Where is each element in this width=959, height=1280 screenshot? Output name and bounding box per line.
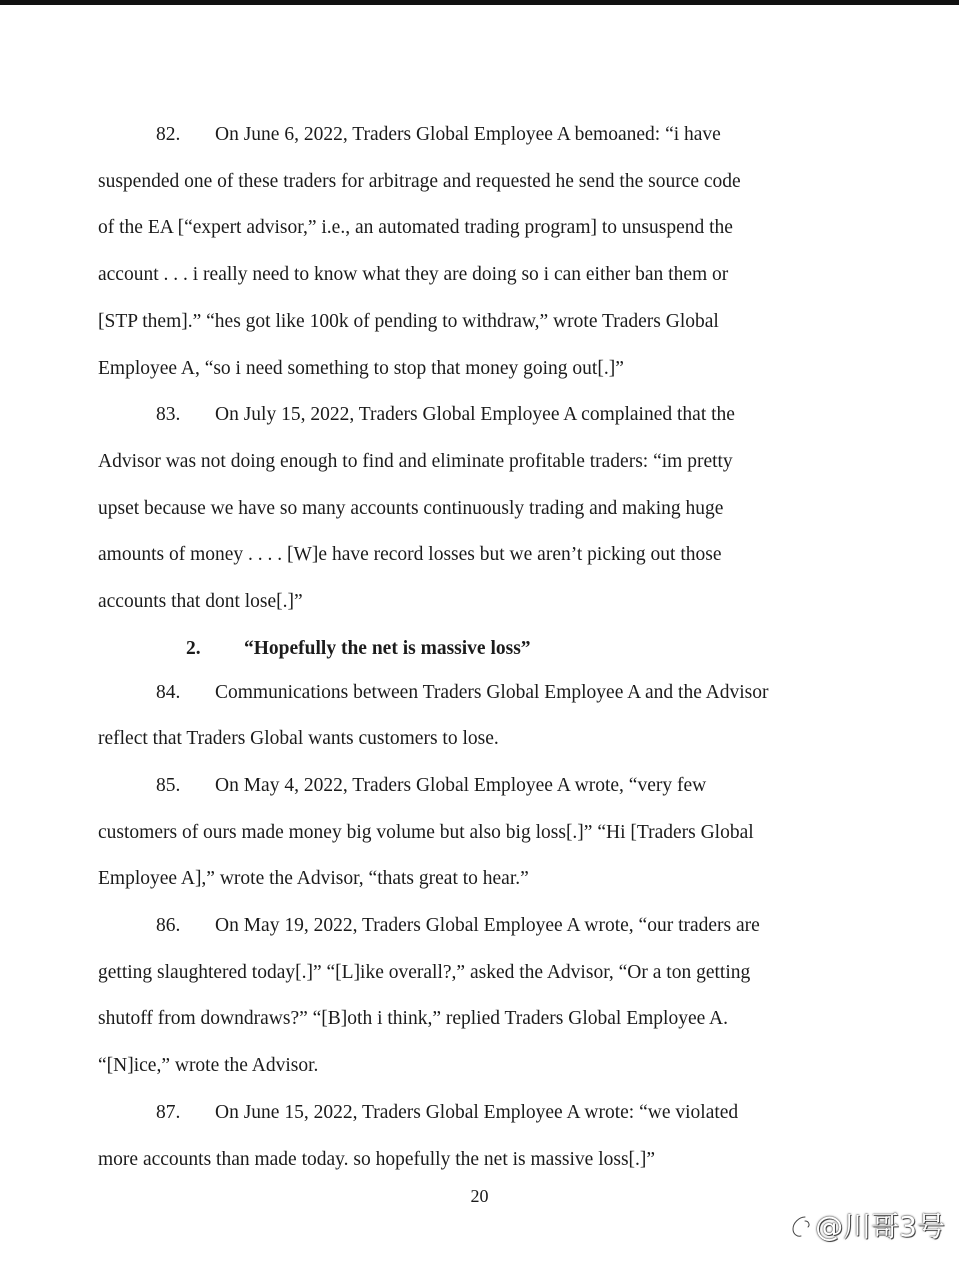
paragraph-line: Advisor was not doing enough to find and eliminate profitable traders: “im pretty (98, 450, 733, 472)
paragraph-line: more accounts than made today. so hopefully the net is massive loss[.]” (98, 1148, 656, 1170)
paragraph-line: Employee A, “so i need something to stop that money going out[.]” (98, 357, 624, 379)
paragraph-first-line: Communications between Traders Global Employee A and the Advisor (215, 681, 769, 703)
paragraph-line: amounts of money . . . . [W]e have record losses but we aren’t picking out those (98, 544, 722, 566)
paragraph-line: account . . . i really need to know what they are doing so i can either ban them or (98, 264, 729, 286)
paragraph-number: 84. (156, 681, 181, 703)
watermark (785, 1205, 945, 1245)
paragraph-line: suspended one of these traders for arbitrage and requested he send the source code (98, 170, 741, 192)
paragraph-line: Employee A],” wrote the Advisor, “thats great to hear.” (98, 868, 529, 890)
paragraph-number: 83. (156, 404, 181, 426)
paragraph-first-line: On June 6, 2022, Traders Global Employee A bemoaned: “i have (215, 124, 721, 145)
paragraph-first-line: On May 4, 2022, Traders Global Employee A wrote, “very few (215, 774, 707, 796)
paragraph-line: accounts that dont lose[.]” (98, 591, 303, 612)
paragraph-number: 82. (156, 124, 181, 145)
paragraph-number: 85. (156, 774, 181, 796)
watermark-at: @ (815, 1210, 844, 1243)
paragraph-line: [STP them].” “hes got like 100k of pending to withdraw,” wrote Traders Global (98, 310, 719, 332)
paragraph-line: upset because we have so many accounts continuously trading and making huge (98, 497, 724, 519)
page-number: 20 (470, 1186, 489, 1206)
paragraph-line: customers of ours made money big volume but also big loss[.]” “Hi [Traders Global (98, 821, 754, 843)
section-number: 2. (186, 638, 201, 659)
top-edge-bar (0, 0, 959, 5)
section-heading: “Hopefully the net is massive loss” (244, 638, 531, 659)
weibo-logo-icon (785, 1211, 815, 1241)
paragraph-line: “[N]ice,” wrote the Advisor. (98, 1055, 319, 1077)
paragraph-first-line: On June 15, 2022, Traders Global Employee A wrote: “we violated (215, 1101, 739, 1123)
watermark-text: 川哥3号 (843, 1210, 945, 1243)
paragraph-first-line: On May 19, 2022, Traders Global Employee A wrote, “our traders are (215, 915, 760, 936)
paragraph-line: shutoff from downdraws?” “[B]oth i think,” replied Traders Global Employee A. (98, 1008, 729, 1030)
paragraph-number: 86. (156, 915, 181, 936)
paragraph-line: getting slaughtered today[.]” “[L]ike overall?,” asked the Advisor, “Or a ton getting (98, 961, 751, 983)
paragraph-first-line: On July 15, 2022, Traders Global Employee A complained that the (215, 404, 735, 426)
paragraph-number: 87. (156, 1101, 181, 1123)
paragraph-line: reflect that Traders Global wants customers to lose. (98, 728, 499, 750)
paragraph-line: of the EA [“expert advisor,” i.e., an automated trading program] to unsuspend the (98, 217, 733, 239)
